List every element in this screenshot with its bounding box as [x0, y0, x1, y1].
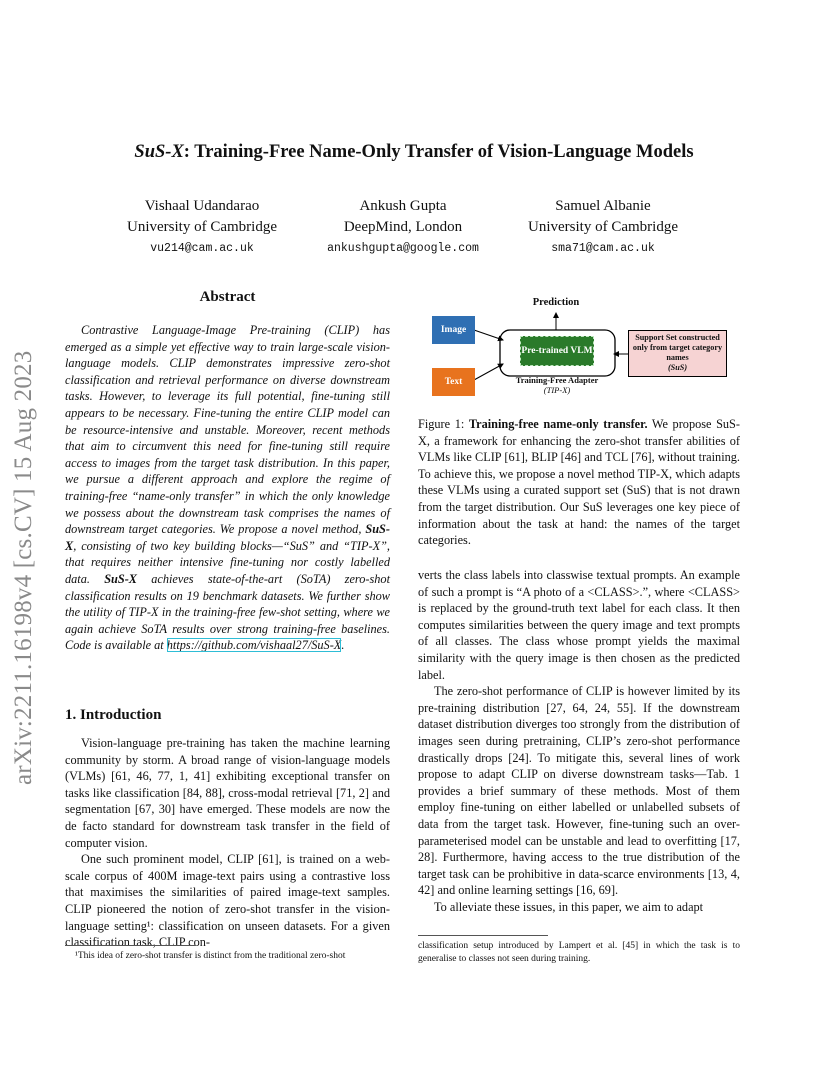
figure-support-sub: (SuS) [667, 363, 688, 372]
figure-image-box: Image [432, 316, 475, 344]
author-affiliation: University of Cambridge [528, 219, 678, 235]
author-affiliation: DeepMind, London [343, 219, 463, 235]
figure-support-label: Support Set constructed only from target category names [632, 333, 723, 362]
author-email[interactable]: vu214@cam.ac.uk [150, 242, 254, 255]
figure-vlm-box: Pre-trained VLM [520, 336, 594, 366]
author-email[interactable]: sma71@cam.ac.uk [551, 242, 655, 255]
author-1 [97, 196, 307, 259]
figure-adapter-label: Training-Free Adapter [515, 375, 599, 385]
figure-1 [418, 292, 740, 404]
abstract-text-1: Contrastive Language-Image Pre-training (CLIP) has emerged as a simple yet effective way to train large-scale vision-language models. CLIP demonstrates impressive zero-shot classification and retrieval performance on diverse downstream tasks. However, to leverage its full potential, fine-tuning still appears to be necessary. Fine-tuning the entire CLIP model can be resource-intensive and unstable. Moreover, recent methods that aim to circumvent this need for fine-tuning still require access to images from the target task distribution. In this paper, we pursue a different approach and explore the regime of training-free “name-only transfer” in which the only knowledge we possess about the downstream task comprises the names of downstream target categories. We propose a novel method, [65, 323, 390, 537]
figure-support-box [628, 330, 727, 377]
author-email[interactable]: ankushgupta@google.com [327, 242, 479, 255]
intro-heading: 1. Introduction [65, 707, 162, 723]
code-link[interactable]: https://github.com/vishaal27/SuS-X [166, 638, 342, 653]
title-rest: : Training-Free Name-Only Transfer of Vision-Language Models [183, 142, 694, 162]
abstract-text-3: achieves state-of-the-art (SoTA) zero-shot classification results on 19 benchmark datasets. We further show the utility of TIP-X in the training-free few-shot setting, where we again achieve SoTA results over strong training-free baselines. Code is available at [65, 571, 390, 653]
author-name: Vishaal Udandarao [144, 198, 260, 214]
author-name: Samuel Albanie [555, 198, 651, 214]
footnote-rule-right [418, 935, 548, 936]
abstract-paragraph [65, 322, 390, 654]
abstract-end: . [341, 638, 345, 653]
abstract-method-2: SuS-X [104, 571, 138, 586]
right-paragraph-2: The zero-shot performance of CLIP is however limited by its pre-training distribution [27, 64, 24, 55]. If the downstream dataset distribution diverges too strongly from the distribution of images seen during pretraining, CLIP’s zero-shot performance drastically drops [24]. To mitigate this, several lines of work propose to adapt CLIP on diverse downstream tasks—Tab. 1 provides a brief summary of these methods. Most of them employ fine-tuning on either labelled or unlabelled subsets of data from the target task. However, fine-tuning such an over-parameterised model can be unstable and lead to overfitting [17, 28]. Furthermore, having access to the true distribution of the target task can be prohibitive in data-scarce environments [13, 4, 42] and online learning settings [16, 69]. [418, 684, 740, 898]
author-affiliation: University of Cambridge [127, 219, 277, 235]
caption-label: Figure 1: [418, 417, 469, 431]
right-column-body [418, 567, 740, 915]
author-3 [498, 196, 708, 259]
intro-paragraph-2: One such prominent model, CLIP [61], is trained on a web-scale corpus of 400M image-text pairs using a contrastive loss that maximises the similarities of paired image-text samples. CLIP pioneered the notion of zero-shot transfer in the vision-language setting¹: classification on unseen datasets. For a given classification task, CLIP con- [65, 852, 390, 950]
figure-caption [418, 416, 740, 549]
intro-paragraph-1: Vision-language pre-training has taken the machine learning community by storm. A broad range of vision-language models (VLMs) [61, 46, 77, 1, 41] exhibiting exceptional transfer on tasks like classification [84, 88], cross-modal retrieval [71, 2] and segmentation [67, 30] have emerged. These models are now the de facto standard for downstream task transfer in the field of computer vision. [65, 736, 390, 850]
footnote-rule [65, 945, 195, 946]
right-paragraph-1: verts the class labels into classwise textual prompts. An example of such a prompt is “A photo of a <CLASS>.”, where <CLASS> is replaced by the ground-truth text label for each class. It then computes similarities between the query image and text prompts of all classes. The class whose prompt yields the maximal similarity with the query image is then chosen as the predicted label. [418, 568, 740, 682]
author-2 [298, 196, 508, 259]
paper-title [0, 142, 828, 163]
abstract-method: SuS-X [65, 522, 390, 553]
footnote-left: ¹This idea of zero-shot transfer is distinct from the traditional zero-shot [75, 951, 346, 961]
intro-body [65, 735, 390, 951]
author-name: Ankush Gupta [359, 198, 447, 214]
figure-adapter-sub: (TIP-X) [543, 384, 571, 395]
caption-text: We propose SuS-X, a framework for enhancing the zero-shot transfer abilities of VLMs like CLIP [61], BLIP [46] and TCL [76], without training. To achieve this, we propose a novel method TIP-X, which adapts these VLMs using a curated support set (SuS) that is not drawn from the target distribution. Our SuS leverages one key piece of information about the task at hand: the names of the target categories. [418, 417, 740, 548]
figure-prediction-label: Prediction [532, 296, 580, 308]
footnote-right: classification setup introduced by Lampert et al. [45] in which the task is to generalise to classes not seen during training. [418, 941, 740, 964]
right-paragraph-3: To alleviate these issues, in this paper, we aim to adapt [434, 899, 704, 914]
abstract-text-2: , consisting of two key building blocks—“SuS” and “TIP-X”, that requires neither intensive fine-tuning nor costly labelled data. [65, 538, 390, 586]
title-method-name: SuS-X [134, 142, 184, 162]
caption-paragraph [418, 416, 740, 549]
caption-bold: Training-free name-only transfer. [468, 417, 648, 431]
figure-text-box: Text [432, 368, 475, 396]
abstract-body [65, 322, 390, 654]
abstract-heading: Abstract [199, 289, 256, 305]
arxiv-identifier: arXiv:2211.16198v4 [cs.CV] 15 Aug 2023 [10, 350, 37, 785]
